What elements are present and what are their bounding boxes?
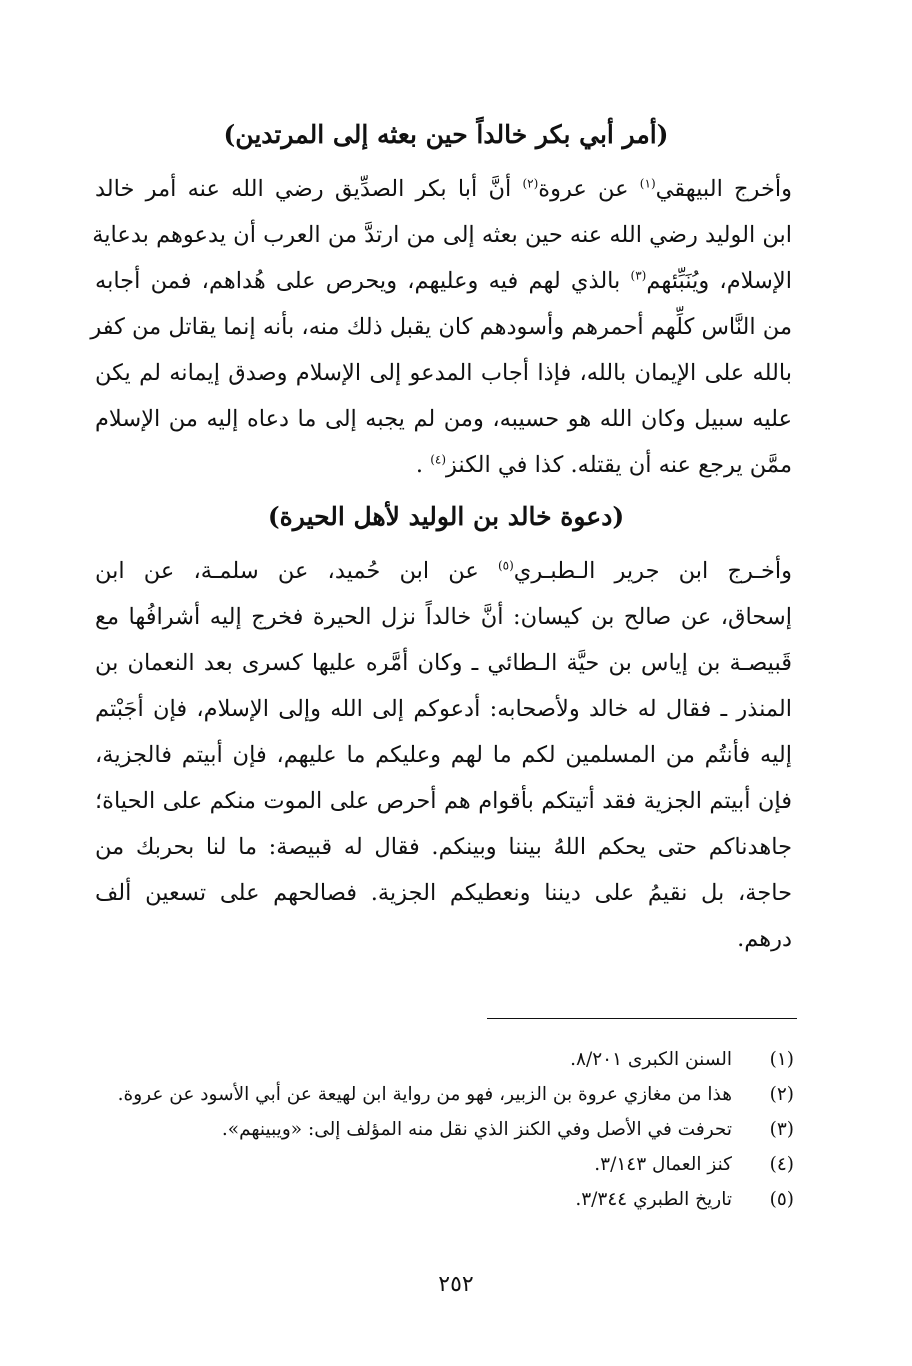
footnote-text: تحرفت في الأصل وفي الكنز الذي نقل منه المؤلف إلى: «ويبينهم». (221, 1119, 732, 1140)
text-line (95, 396, 792, 442)
text-line (95, 166, 792, 212)
footnote-text: تاريخ الطبري ٣/٣٤٤. (575, 1189, 732, 1210)
footnote-number: (٤) (769, 1154, 794, 1175)
text-segment: بالذي لهم فيه وعليهم، ويحرص على هُداهم، فمن أجابه (95, 268, 631, 294)
text-segment: جاهدناكم حتى يحكم اللهُ بيننا وبينكم. فقال له قبيصة: ما لنا بحربك من (95, 834, 792, 860)
paragraph-2 (95, 548, 792, 962)
footnote-ref: (١) (639, 176, 656, 191)
text-line (95, 824, 792, 870)
text-line (95, 350, 792, 396)
footnote-number: (٢) (769, 1084, 794, 1105)
text-line (95, 870, 792, 916)
section-heading-2: (دعوة خالد بن الوليد لأهل الحيرة) (267, 502, 625, 531)
footnotes (95, 1042, 794, 1217)
text-segment: عن ابن حُميد، عن سلمـة، عن ابن (95, 558, 498, 584)
text-segment: عليه سبيل وكان الله هو حسيبه، ومن لم يجبه إلى ما دعاه إليه من الإسلام (95, 406, 792, 432)
text-line (95, 916, 792, 962)
text-line (95, 686, 792, 732)
text-line (95, 778, 792, 824)
text-line (92, 212, 792, 258)
text-segment: إسحاق، عن صالح بن كيسان: أنَّ خالداً نزل الحيرة فخرج إليه أشرافُها مع (95, 604, 792, 630)
text-segment: إليه فأنتُم من المسلمين لكم ما لهم وعليكم ما عليهم، فإن أبيتم فالجزية، (95, 742, 792, 768)
text-line (95, 640, 792, 686)
section-heading-1: (أمر أبي بكر خالداً حين بعثه إلى المرتدين) (223, 120, 669, 149)
footnote-text: هذا من مغازي عروة بن الزبير، فهو من رواية ابن لهيعة عن أبي الأسود عن عروة. (117, 1084, 732, 1105)
footnote-ref: (٢) (522, 176, 539, 191)
text-line (95, 594, 792, 640)
footnote-text: كنز العمال ٣/١٤٣. (594, 1154, 732, 1175)
text-segment: درهم. (737, 926, 792, 952)
page-number: ٢٥٢ (438, 1272, 474, 1297)
text-segment: من النَّاس كلِّهم أحمرهم وأسودهم كان يقبل ذلك منه، بأنه إنما يقاتل من كفر (90, 314, 792, 340)
text-segment: عن عروة (538, 176, 640, 202)
text-segment: ابن الوليد رضي الله عنه حين بعثه إلى من ارتدَّ من العرب أن يدعوهم بدعاية (92, 222, 792, 248)
text-segment: وأخرج البيهقي (655, 176, 793, 202)
text-line (90, 304, 792, 350)
footnote (95, 1182, 794, 1217)
footnote-separator (487, 1018, 797, 1019)
footnote (95, 1112, 794, 1147)
text-line (95, 732, 792, 778)
footnote (95, 1147, 794, 1182)
text-segment: حاجة، بل نقيمُ على ديننا ونعطيكم الجزية. فصالحهم على تسعين ألف (95, 880, 792, 906)
footnote-ref: (٣) (630, 268, 647, 283)
footnote-number: (١) (769, 1049, 794, 1070)
footnote-ref: (٤) (430, 452, 447, 467)
text-segment: فإن أبيتم الجزية فقد أتيتكم بأقوام هم أحرص على الموت منكم على الحياة؛ (95, 788, 792, 814)
text-segment: ممَّن يرجع عنه أن يقتله. كذا في الكنز (446, 452, 792, 478)
footnote-number: (٣) (769, 1119, 794, 1140)
text-segment: أنَّ أبا بكر الصدِّيق رضي الله عنه أمر خالد (95, 176, 523, 202)
text-segment: بالله على الإيمان بالله، فإذا أجاب المدعو إلى الإسلام وصدق إيمانه لم يكن (95, 360, 792, 386)
text-line (95, 258, 792, 304)
text-segment: المنذر ـ فقال له خالد ولأصحابه: أدعوكم إلى الله وإلى الإسلام، فإن أجَبْتم (95, 696, 792, 722)
text-line (95, 442, 792, 488)
text-line (95, 548, 792, 594)
paragraph-1 (90, 166, 793, 488)
text-segment: . (415, 452, 431, 478)
text-segment: قَبيصـة بن إياس بن حيَّة الـطائي ـ وكان أمَّره عليها كسرى بعد النعمان بن (95, 650, 792, 676)
footnote-text: السنن الكبرى ٨/٢٠١. (570, 1049, 732, 1070)
text-segment: وأخـرج ابن جرير الـطبـري (513, 558, 792, 584)
footnote (95, 1077, 794, 1112)
footnote-number: (٥) (769, 1189, 794, 1210)
text-segment: الإسلام، ويُنَبِّئهم (646, 268, 792, 294)
footnote-ref: (٥) (497, 558, 514, 573)
footnote (95, 1042, 794, 1077)
